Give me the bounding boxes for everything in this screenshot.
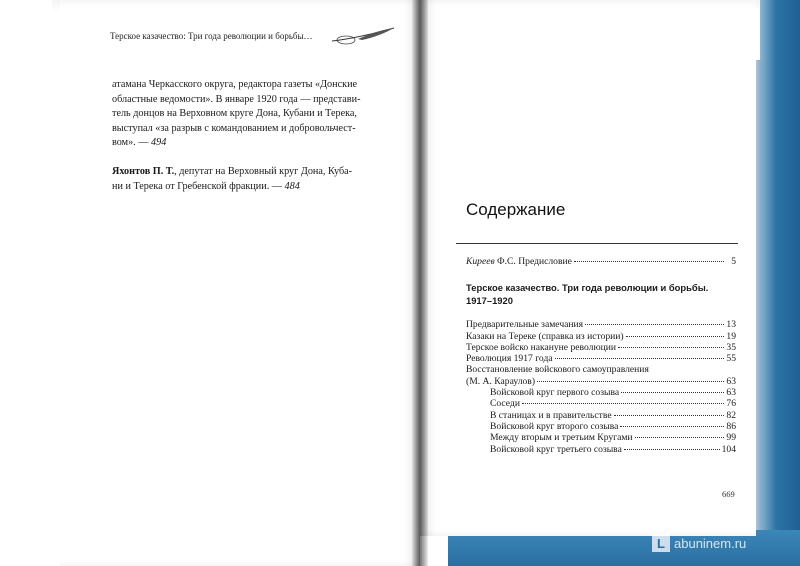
book-gutter <box>412 0 428 566</box>
dot-leader <box>621 392 724 393</box>
toc-page: 86 <box>726 420 736 432</box>
entry-line <box>112 136 412 151</box>
dot-leader <box>585 324 724 325</box>
dot-leader <box>522 403 724 404</box>
entry-line <box>112 180 412 195</box>
running-head: Терское казачество: Три года революции и борьбы… <box>110 31 313 41</box>
dot-leader <box>624 449 720 450</box>
dot-leader <box>614 415 724 416</box>
page-reference: 484 <box>284 180 300 192</box>
toc-row <box>466 319 736 330</box>
entry-line: атамана Черкасского округа, редактора газеты «Донские <box>112 79 358 90</box>
dot-leader <box>537 381 724 382</box>
toc-subrow <box>466 432 736 443</box>
watermark <box>652 534 746 552</box>
toc-title: Революция 1917 года <box>466 353 553 365</box>
entry-line <box>112 165 412 180</box>
toc-row <box>466 331 736 342</box>
entry-text: , депутат на Верховный круг Дона, Куба- <box>174 165 353 177</box>
toc-title: В станицах и в правительстве <box>490 409 612 421</box>
page-number: 669 <box>722 489 735 499</box>
toc-row <box>466 364 736 375</box>
toc-row <box>466 342 736 353</box>
toc-title-text: Ф.С. Предисловие <box>494 256 572 267</box>
toc-row <box>466 353 736 364</box>
watermark-logo-icon: L <box>652 534 670 552</box>
toc-page: 99 <box>726 432 736 444</box>
toc-title: Предварительные замечания <box>466 319 584 331</box>
toc-author: Киреев <box>466 256 495 267</box>
toc-page: 63 <box>726 375 736 387</box>
toc-page: 82 <box>726 409 736 421</box>
dot-leader <box>620 426 724 427</box>
entry-text: ни и Терека от Гребенской фракции. — <box>112 180 282 192</box>
toc-title: Восстановление войскового самоуправления <box>466 364 649 376</box>
toc-page: 19 <box>726 330 736 342</box>
dot-leader <box>555 358 724 359</box>
toc-title <box>466 256 572 267</box>
toc-title: (М. А. Караулов) <box>466 375 536 387</box>
toc-subrow <box>466 421 736 432</box>
toc-title: Соседи <box>490 398 520 410</box>
toc-page: 13 <box>726 319 736 331</box>
section-title-line: Терское казачество. Три года революции и борьбы. <box>466 282 709 294</box>
contents-heading: Содержание <box>466 200 566 219</box>
toc-subrow <box>466 387 736 398</box>
section-title <box>466 281 736 307</box>
dot-leader <box>635 437 724 438</box>
dot-leader <box>618 347 724 348</box>
toc-page: 76 <box>726 398 736 410</box>
book-cover <box>760 0 800 566</box>
quill-icon <box>328 24 398 48</box>
entry-line: областные ведомости». В январе 1920 года — представи- <box>112 93 361 105</box>
entry-name: Яхонтов П. Т. <box>112 165 175 177</box>
toc-subrow <box>466 410 736 421</box>
toc-row-preface <box>466 256 736 267</box>
toc-subrow <box>466 444 736 455</box>
entry-line: выступал «за разрыв с командованием и добровольчест- <box>112 122 356 134</box>
toc-row <box>466 376 736 387</box>
toc-title: Казаки на Тереке (справка из истории) <box>466 330 624 342</box>
toc-title: Войсковой круг второго созыва <box>490 420 619 432</box>
toc-subrow <box>466 398 736 409</box>
entry-line: тель донцов на Верховном круге Дона, Кубани и Терека, <box>112 108 357 120</box>
toc-title: Терское войско накануне революции <box>466 341 617 353</box>
table-of-contents <box>466 256 736 455</box>
toc-title: Войсковой круг первого созыва <box>490 387 620 399</box>
toc-title: Между вторым и третьим Кругами <box>490 432 633 444</box>
heading-rule <box>456 243 738 244</box>
toc-page: 104 <box>721 443 736 455</box>
page-reference: 494 <box>151 137 167 149</box>
dot-leader <box>574 261 724 262</box>
section-title-line: 1917–1920 <box>466 295 513 307</box>
watermark-text: abuninem.ru <box>674 535 747 551</box>
toc-page: 35 <box>726 341 736 353</box>
toc-title: Войсковой круг третьего созыва <box>490 443 622 455</box>
toc-page: 63 <box>726 387 736 399</box>
dot-leader <box>626 336 724 337</box>
toc-page: 5 <box>731 256 736 267</box>
toc-page: 55 <box>726 353 736 365</box>
entry-text: вом». — <box>112 137 149 149</box>
scan-border <box>0 0 58 566</box>
index-entries <box>112 78 412 194</box>
